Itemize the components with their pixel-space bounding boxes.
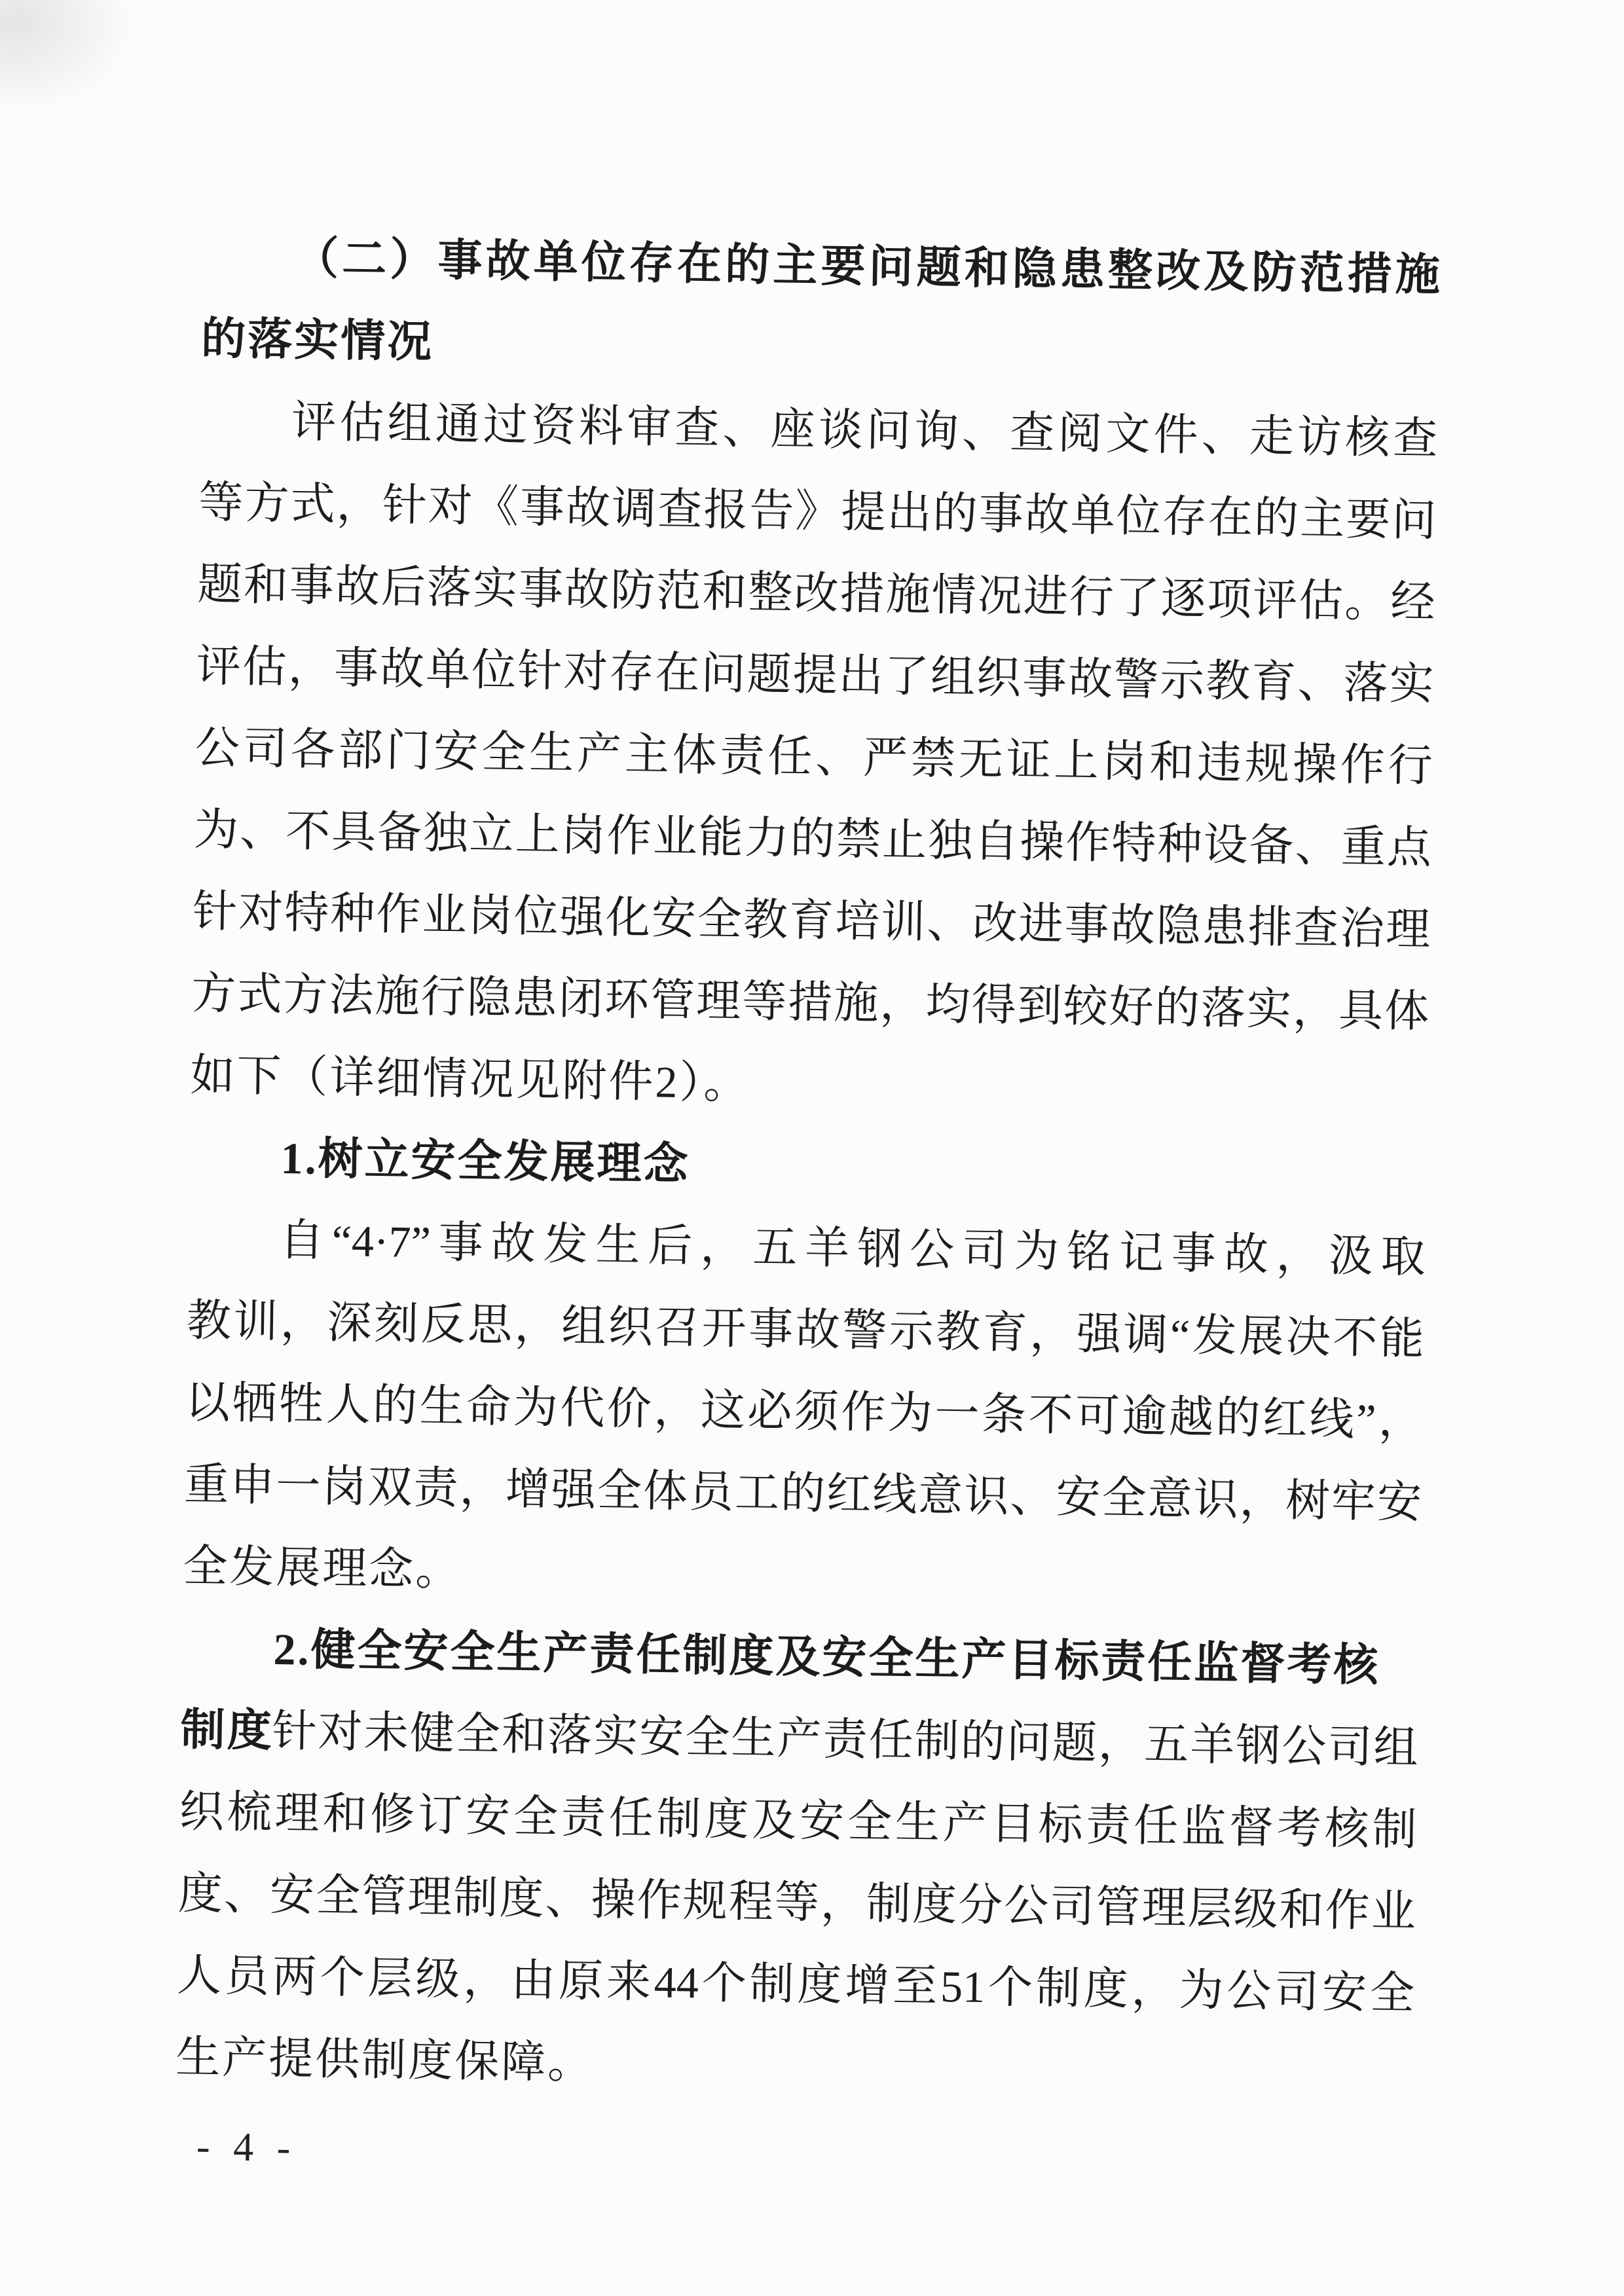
paragraph-line: 织梳理和修订安全责任制度及安全生产目标责任监督考核制 bbox=[179, 1786, 1418, 1855]
paragraph-line: 教训，深刻反思，组织召开事故警示教育，强调“发展决不能 bbox=[186, 1295, 1425, 1364]
paragraph-line: 自“4·7”事故发生后，五羊钢公司为铭记事故，汲取 bbox=[279, 1214, 1426, 1282]
paragraph-line: 以牺牲人的生命为代价，这必须作为一条不可逾越的红线”， bbox=[185, 1377, 1424, 1446]
paragraph-line: 评估，事故单位针对存在问题提出了组织事故警示教育、落实 bbox=[196, 640, 1435, 709]
paragraph-line: 度、安全管理制度、操作规程等，制度分公司管理层级和作业 bbox=[177, 1868, 1416, 1937]
subheading-1: 1.树立安全发展理念 bbox=[280, 1133, 691, 1190]
page-number: - 4 - bbox=[196, 2124, 297, 2171]
paragraph-line: 等方式，针对《事故调查报告》提出的事故单位存在的主要问 bbox=[198, 477, 1437, 545]
paragraph-line: 针对未健全和落实安全生产责任制的问题，五羊钢公司组 bbox=[272, 1705, 1419, 1773]
paragraph-line: 题和事故后落实事故防范和整改措施情况进行了逐项评估。经 bbox=[197, 558, 1436, 627]
section-heading-line-1: （二）事故单位存在的主要问题和隐患整改及防范措施 bbox=[293, 233, 1441, 301]
paragraph-line: 评估组通过资料审查、座谈问询、查阅文件、走访核查 bbox=[291, 397, 1438, 464]
paragraph-line: 全发展理念。 bbox=[182, 1540, 462, 1595]
document-body bbox=[175, 216, 1440, 2117]
paragraph-line: 生产提供制度保障。 bbox=[175, 2032, 595, 2088]
paragraph-line: 方式方法施行隐患闭环管理等措施，均得到较好的落实，具体 bbox=[191, 968, 1430, 1036]
paragraph-line: 为、不具备独立上岗作业能力的禁止独自操作特种设备、重点 bbox=[193, 804, 1432, 873]
paragraph-line: 人员两个层级，由原来44个制度增至51个制度，为公司安全 bbox=[176, 1950, 1415, 2018]
section-heading-line-2: 的落实情况 bbox=[200, 313, 434, 367]
paragraph-line: 重申一岗双责，增强全体员工的红线意识、安全意识，树牢安 bbox=[183, 1459, 1422, 1527]
paragraph-line: 针对特种作业岗位强化安全教育培训、改进事故隐患排查治理 bbox=[192, 886, 1431, 955]
paragraph-line: 如下（详细情况见附件2）。 bbox=[189, 1049, 751, 1108]
subheading-2: 2.健全安全生产责任制度及安全生产目标责任监督考核制度 bbox=[180, 1624, 1380, 1756]
paragraph-line: 公司各部门安全生产主体责任、严禁无证上岗和违规操作行 bbox=[194, 722, 1433, 791]
